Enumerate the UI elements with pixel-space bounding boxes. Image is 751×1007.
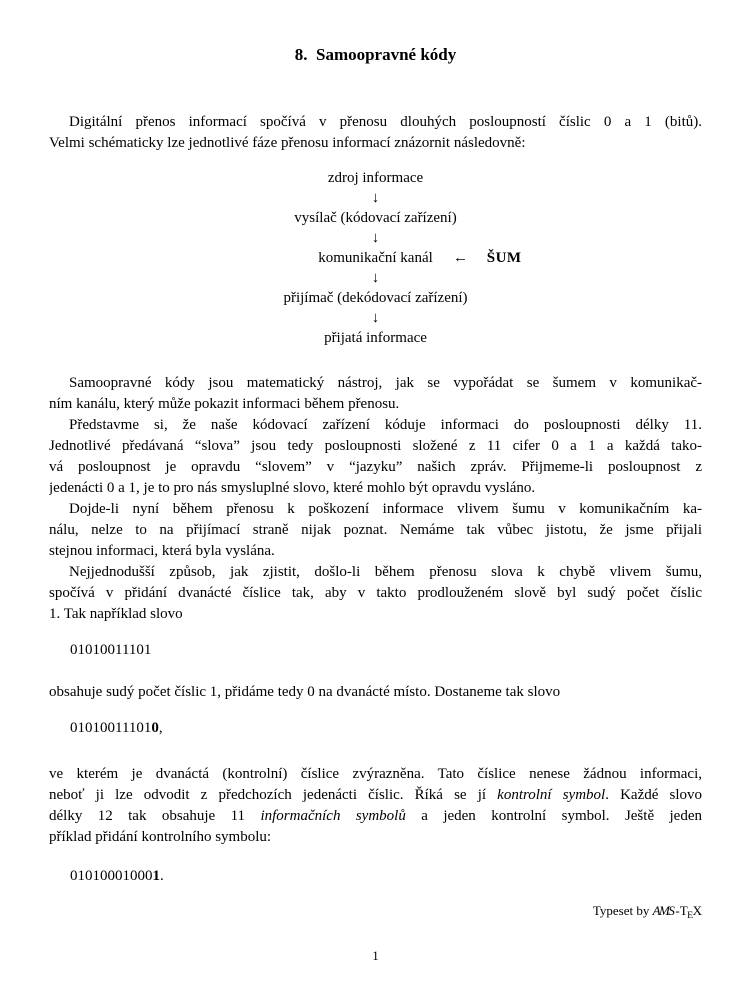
- arrow-down-icon: ↓: [371, 190, 380, 206]
- diagram-transmitter-label: vysílač (kódovací zařízení): [294, 210, 457, 226]
- typeset-credit: [49, 903, 702, 923]
- text-segment: neboť ji lze odvodit z předchozích jedenácti číslic. Říká se jí: [49, 787, 498, 803]
- text-line: ve kterém je dvanáctá (kontrolní) číslice zvýrazněna. Tato číslice nenese žádnou informaci,: [49, 766, 702, 782]
- arrow-down-icon: ↓: [371, 230, 380, 246]
- text-segment: a jeden kontrolní symbol. Ještě jeden: [405, 808, 702, 824]
- punctuation: ,: [158, 720, 163, 736]
- paragraph-intro: [49, 112, 702, 154]
- text-line: spočívá v přidání dvanácté číslice tak, aby v takto prodlouženém slově byl sudý počet číslic: [49, 585, 702, 601]
- noise-annotation: [453, 248, 522, 268]
- emphasized-term: kontrolní symbol: [497, 787, 606, 803]
- page-title: 8. Samoopravné kódy: [294, 45, 457, 64]
- tex-logo: [675, 903, 702, 921]
- transmission-diagram: [49, 168, 702, 348]
- paragraph-simplest: [49, 562, 702, 625]
- text-line: Digitální přenos informací spočívá v přenosu dlouhých posloupností číslic 0 a 1 (bitů).: [69, 114, 702, 130]
- tex-logo-e: E: [687, 910, 694, 921]
- text-line: Samoopravné kódy jsou matematický nástroj, jak se vypořádat se šumem v komunikač-: [69, 375, 702, 391]
- punctuation: .: [160, 868, 164, 884]
- text-line: Dojde-li nyní během přenosu k poškození informace vlivem šumu v komunikačním ka-: [69, 501, 702, 517]
- control-digit: 0: [151, 720, 159, 736]
- arrow-left-icon: ←: [453, 250, 468, 266]
- text-line: příklad přidání kontrolního symbolu:: [49, 829, 272, 845]
- typeset-by-text: Typeset by: [592, 903, 653, 918]
- text-segment: . Každé slovo: [605, 787, 702, 803]
- text-line: Velmi schématicky lze jednotlivé fáze přenosu informací znázornit následovně:: [49, 135, 526, 151]
- text-line: obsahuje sudý počet číslic 1, přidáme tedy 0 na dvanácté místo. Dostaneme tak slovo: [49, 684, 561, 700]
- emphasized-term: informačních symbolů: [260, 808, 406, 824]
- codeword-example-2: [49, 718, 702, 739]
- codeword-example-3: [49, 866, 702, 887]
- arrow-down-icon: ↓: [371, 270, 380, 286]
- paragraph-control-symbol: [49, 764, 702, 848]
- diagram-receiver-label: přijímač (dekódovací zařízení): [283, 290, 468, 306]
- arrow-down-icon: ↓: [371, 310, 380, 326]
- codeword-example-1: 01010011101: [70, 642, 152, 658]
- text-line: Nejjednodušší způsob, jak zjistit, došlo-li během přenosu slova k chybě vlivem šumu,: [69, 564, 702, 580]
- text-line: [49, 806, 702, 827]
- text-line: Představme si, že naše kódovací zařízení kóduje informaci do posloupnosti délky 11.: [69, 417, 702, 433]
- tex-logo-t: -T: [675, 903, 688, 918]
- diagram-channel-row: [49, 248, 702, 268]
- ams-logo: AMS: [652, 903, 674, 918]
- text-line: stejnou informaci, která byla vyslána.: [49, 543, 275, 559]
- text-line: 1. Tak například slovo: [49, 606, 183, 622]
- page-content: [49, 0, 702, 963]
- text-line: nálu, nelze to na přijímací straně nijak poznat. Nemáme tak vůbec jistotu, že jsme přijali: [49, 522, 702, 538]
- text-line: ním kanálu, který může pokazit informaci během přenosu.: [49, 396, 400, 412]
- text-line: Jednotlivé předávaná “slova” jsou tedy posloupnosti složené z 11 cifer 0 a 1 a každá tako-: [49, 438, 702, 454]
- diagram-channel-label: komunikační kanál: [318, 250, 433, 266]
- text-line: vá posloupnost je opravdu “slovem” v “jazyku” našich zpráv. Přijmeme-li posloupnost z: [49, 459, 702, 475]
- text-segment: délky 12 tak obsahuje 11: [49, 808, 261, 824]
- diagram-source-label: zdroj informace: [327, 170, 424, 186]
- text-line: jedenácti 0 a 1, je to pro nás smysluplné slovo, které mohlo být opravdu vysláno.: [49, 480, 536, 496]
- tex-logo-x: X: [692, 903, 702, 918]
- codeword-digits: 01010011101: [70, 720, 152, 736]
- text-line: [49, 785, 702, 806]
- noise-label: ŠUM: [486, 250, 522, 266]
- diagram-received-label: přijatá informace: [324, 330, 427, 346]
- codeword-digits: 01010001000: [70, 868, 153, 884]
- paragraph-damage: [49, 499, 702, 562]
- paragraph-self-correcting: [49, 373, 702, 415]
- paragraph-imagine: [49, 415, 702, 499]
- control-digit: 1: [152, 868, 160, 884]
- paragraph-even-count: [49, 682, 702, 703]
- page-number: 1: [372, 948, 379, 963]
